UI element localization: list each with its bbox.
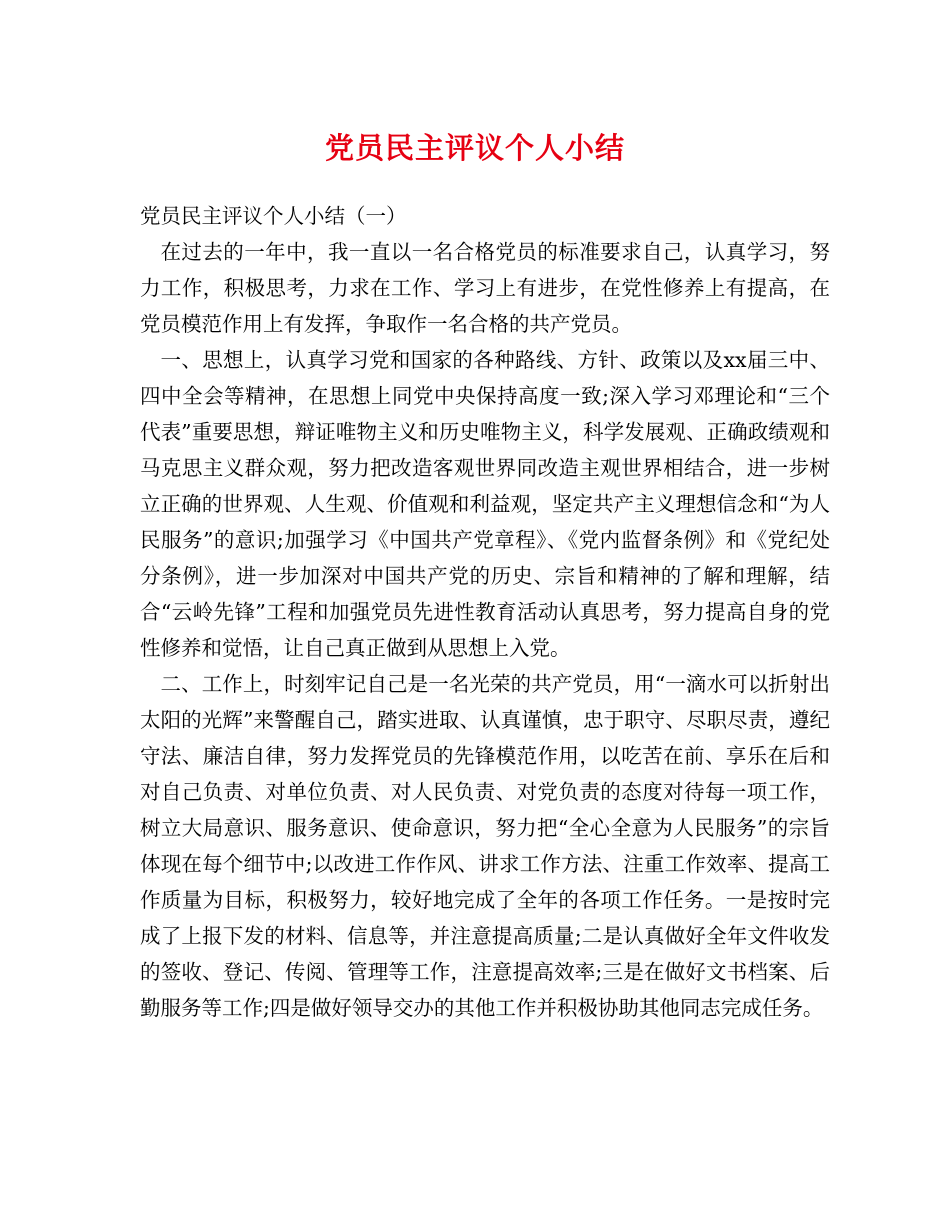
paragraph-work: 二、工作上，时刻牢记自己是一名光荣的共产党员，用“一滴水可以折射出太阳的光辉”来警醒自己，踏实进取、认真谨慎，忠于职守、尽职尽责，遵纪守法、廉洁自律，努力发挥党员的先锋模范作用，以吃苦在前、享乐在后和对自己负责、对单位负责、对人民负责、对党负责的态度对待每一项工作，树立大局意识、服务意识、使命意识，努力把“全心全意为人民服务”的宗旨体现在每个细节中;以改进工作作风、讲求工作方法、注重工作效率、提高工作质量为目标，积极努力，较好地完成了全年的各项工作任务。一是按时完成了上报下发的材料、信息等，并注意提高质量;二是认真做好全年文件收发的签收、登记、传阅、管理等工作，注意提高效率;三是在做好文书档案、后勤服务等工作;四是做好领导交办的其他工作并积极协助其他同志完成任务。 xyxy=(140,672,830,1020)
document-body xyxy=(140,198,830,1026)
paragraph-thought: 一、思想上，认真学习党和国家的各种路线、方针、政策以及xx届三中、四中全会等精神，在思想上同党中央保持高度一致;深入学习邓理论和“三个代表”重要思想，辩证唯物主义和历史唯物主义，科学发展观、正确政绩观和马克思主义群众观，努力把改造客观世界同改造主观世界相结合，进一步树立正确的世界观、人生观、价值观和利益观，坚定共产主义理想信念和“为人民服务”的意识;加强学习《中国共产党章程》、《党内监督条例》和《党纪处分条例》，进一步加深对中国共产党的历史、宗旨和精神的了解和理解，结合“云岭先锋”工程和加强党员先进性教育活动认真思考，努力提高自身的党性修养和觉悟，让自己真正做到从思想上入党。 xyxy=(140,348,830,660)
section-subtitle: 党员民主评议个人小结（一） xyxy=(140,204,407,228)
paragraph-intro: 在过去的一年中，我一直以一名合格党员的标准要求自己，认真学习，努力工作，积极思考，力求在工作、学习上有进步，在党性修养上有提高，在党员模范作用上有发挥，争取作一名合格的共产党员。 xyxy=(140,240,830,336)
document-title: 党员民主评议个人小结 xyxy=(324,131,625,165)
